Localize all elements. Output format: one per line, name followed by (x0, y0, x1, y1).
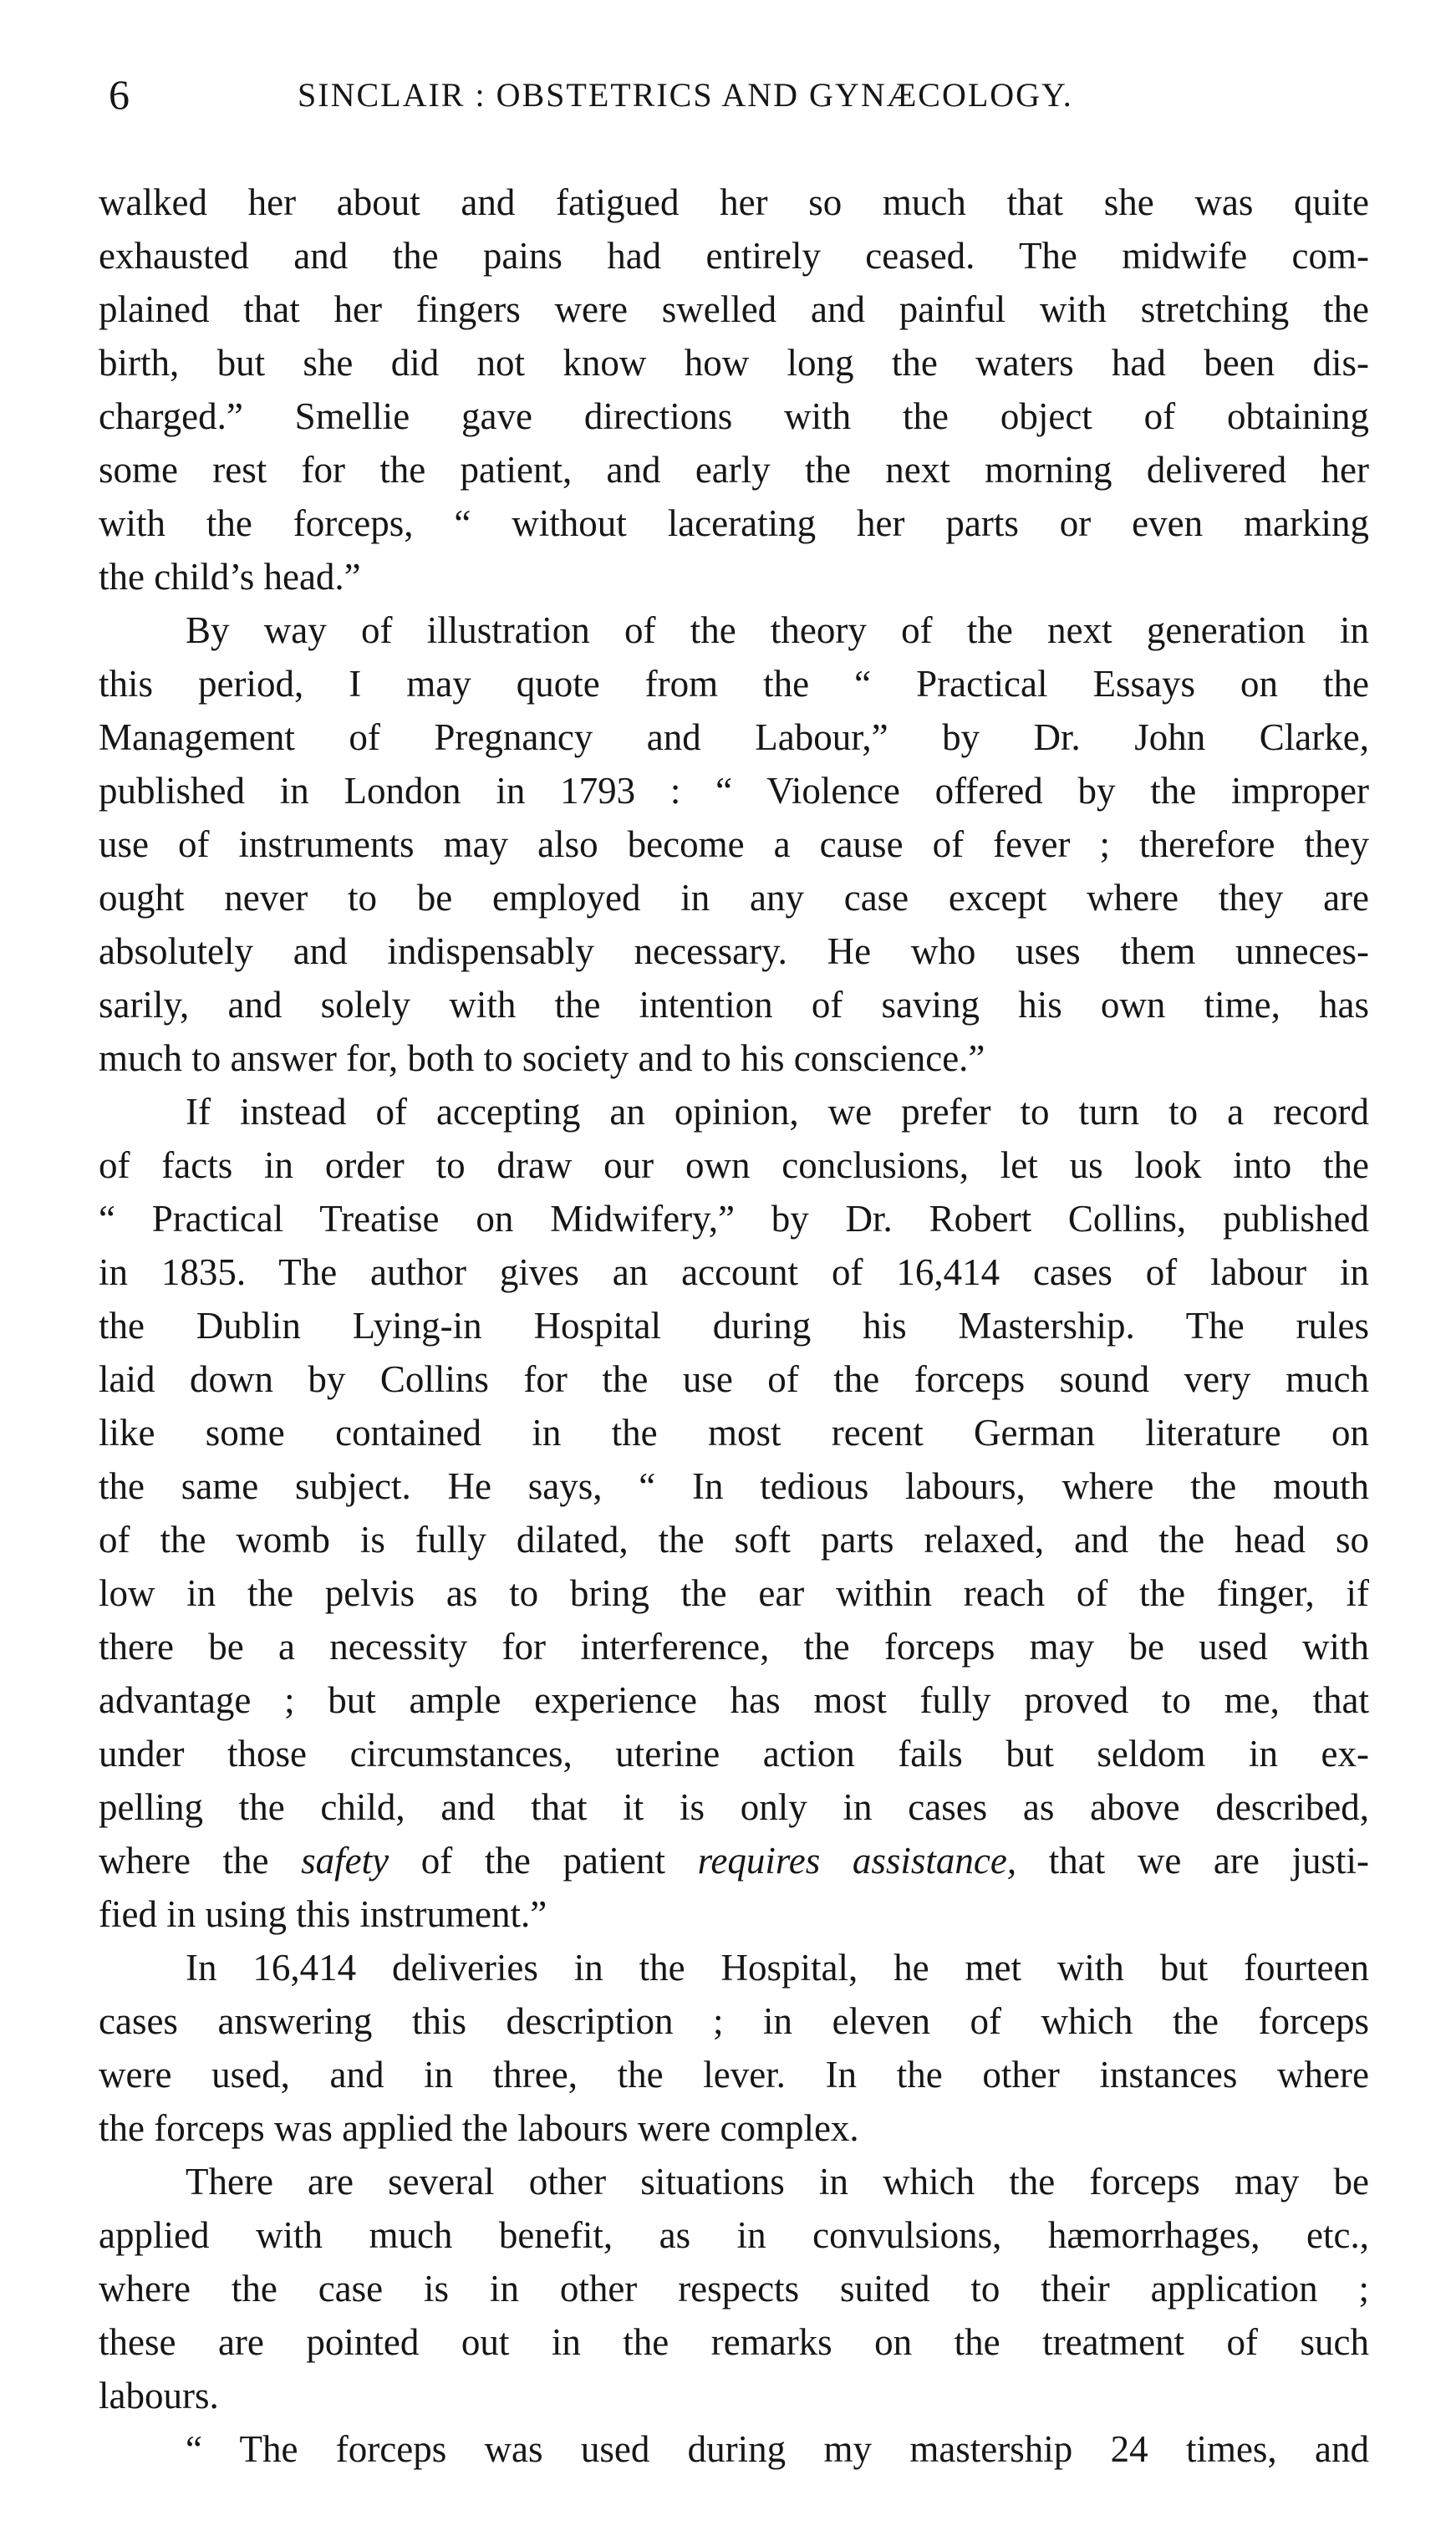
text-line: of facts in order to draw our own conclusions, let us look into the (99, 1144, 1369, 1186)
text-line: exhausted and the pains had entirely ceased. The midwife com- (99, 235, 1369, 277)
text-line: walked her about and fatigued her so much that she was quite (99, 181, 1369, 223)
text-line: like some contained in the most recent German literature on (99, 1412, 1369, 1454)
text-line: this period, I may quote from the “ Practical Essays on the (99, 663, 1369, 705)
text-line: where the case is in other respects suited to their application ; (99, 2268, 1369, 2310)
text-line: absolutely and indispensably necessary. He who uses them unneces- (99, 930, 1369, 972)
text-run: where the (99, 1840, 302, 1882)
paragraph-first-line: If instead of accepting an opinion, we prefer to turn to a record (186, 1091, 1369, 1133)
text-line: in 1835. The author gives an account of 16,414 cases of labour in (99, 1251, 1369, 1293)
text-line: advantage ; but ample experience has most fully proved to me, that (99, 1679, 1369, 1721)
text-run: that we are justi- (1016, 1840, 1369, 1882)
text-line: pelling the child, and that it is only in cases as above described, (99, 1786, 1369, 1828)
text-line: with the forceps, “ without lacerating her parts or even marking (99, 502, 1369, 544)
text-line: applied with much benefit, as in convulsions, hæmorrhages, etc., (99, 2214, 1369, 2256)
italic-text-requires-assistance: requires assistance, (697, 1840, 1017, 1882)
text-line: the forceps was applied the labours were complex. (99, 2107, 859, 2149)
text-line: the same subject. He says, “ In tedious labours, where the mouth (99, 1465, 1369, 1507)
text-line: laid down by Collins for the use of the forceps sound very much (99, 1358, 1369, 1400)
text-line: plained that her fingers were swelled and painful with stretching the (99, 288, 1369, 330)
text-line: sarily, and solely with the intention of saving his own time, has (99, 984, 1369, 1026)
text-line: of the womb is fully dilated, the soft parts relaxed, and the head so (99, 1519, 1369, 1561)
text-line: some rest for the patient, and early the next morning delivered her (99, 449, 1369, 491)
text-line: these are pointed out in the remarks on the treatment of such (99, 2321, 1369, 2363)
text-line: much to answer for, both to society and to his conscience.” (99, 1037, 985, 1079)
paragraph-first-line: In 16,414 deliveries in the Hospital, he met with but fourteen (186, 1947, 1369, 1989)
text-line-with-italics (99, 1834, 1369, 1887)
text-line: under those circumstances, uterine action fails but seldom in ex- (99, 1733, 1369, 1775)
text-line: birth, but she did not know how long the waters had been dis- (99, 342, 1369, 384)
text-line: ought never to be employed in any case except where they are (99, 877, 1369, 919)
text-line: low in the pelvis as to bring the ear within reach of the finger, if (99, 1572, 1369, 1614)
text-line: “ Practical Treatise on Midwifery,” by Dr. Robert Collins, published (99, 1198, 1369, 1240)
text-line: the Dublin Lying-in Hospital during his Mastership. The rules (99, 1305, 1369, 1347)
running-head (99, 65, 1364, 124)
body-text (99, 176, 1369, 2476)
text-line: the child’s head.” (99, 556, 361, 598)
running-title: SINCLAIR : OBSTETRICS AND GYNÆCOLOGY. (298, 76, 1073, 114)
italic-text-safety: safety (301, 1840, 389, 1882)
text-run: of the patient (389, 1840, 698, 1882)
text-line: labours. (99, 2375, 219, 2417)
text-line: use of instruments may also become a cause of fever ; therefore they (99, 823, 1369, 865)
paragraph-first-line: There are several other situations in which the forceps may be (186, 2161, 1369, 2203)
text-line: cases answering this description ; in eleven of which the forceps (99, 2000, 1369, 2042)
text-line: fied in using this instrument.” (99, 1893, 547, 1935)
text-line: were used, and in three, the lever. In the other instances where (99, 2054, 1369, 2096)
paragraph-first-line: By way of illustration of the theory of the next generation in (186, 609, 1369, 651)
text-line: Management of Pregnancy and Labour,” by Dr. John Clarke, (99, 716, 1369, 758)
paragraph-first-line: “ The forceps was used during my mastership 24 times, and (186, 2428, 1369, 2470)
text-line: there be a necessity for interference, the forceps may be used with (99, 1626, 1369, 1668)
page-number: 6 (109, 71, 130, 118)
text-line: charged.” Smellie gave directions with the object of obtaining (99, 395, 1369, 437)
text-line: published in London in 1793 : “ Violence offered by the improper (99, 770, 1369, 812)
